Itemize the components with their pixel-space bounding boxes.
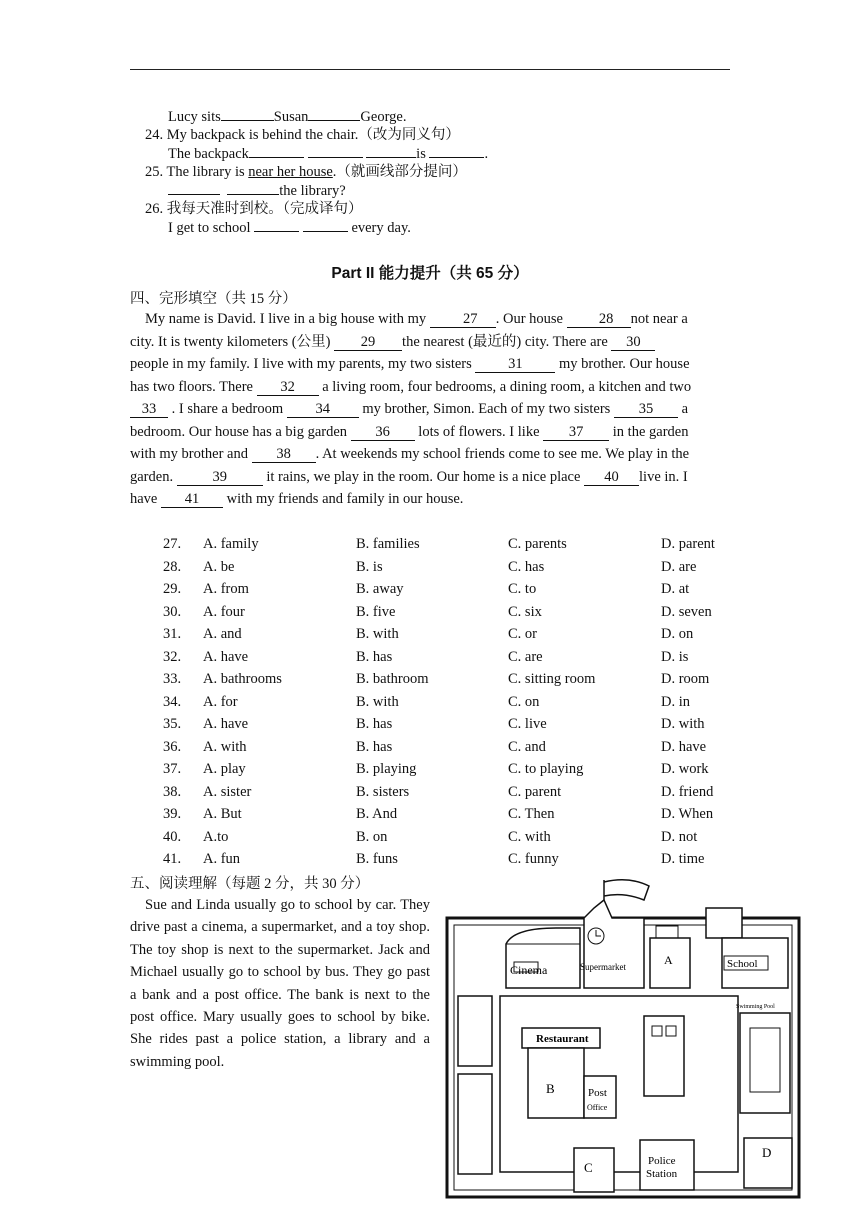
option-number: 34.	[163, 693, 182, 710]
map-label-supermarket: Supermarket	[580, 962, 626, 972]
option-number: 40.	[163, 828, 182, 845]
option-row	[163, 604, 743, 626]
option-c: C. on	[508, 693, 540, 710]
option-b: B. with	[356, 626, 399, 642]
option-row	[163, 739, 743, 761]
option-d: D. have	[661, 738, 707, 755]
option-b: B. has	[356, 648, 393, 665]
answer-26: I get to school every day.	[168, 216, 411, 237]
option-b: B. on	[356, 828, 388, 845]
option-row	[163, 626, 743, 648]
option-number: 32.	[163, 648, 182, 665]
option-row	[163, 829, 743, 851]
option-a: A. fun	[203, 851, 241, 867]
option-d: D. in	[661, 693, 690, 710]
post-office-building	[584, 1076, 616, 1118]
section-5-title: 五、阅读理解（每题 2 分，共 30 分）	[130, 876, 370, 892]
option-number: 33.	[163, 671, 182, 687]
option-d: D. room	[661, 671, 710, 687]
option-number: 35.	[163, 716, 182, 732]
option-row	[163, 536, 743, 558]
option-b: B. funs	[356, 851, 398, 867]
answer-25: the library?	[168, 179, 346, 200]
option-d: D. parent	[661, 536, 715, 552]
option-d: D. work	[661, 761, 709, 777]
option-a: A. four	[203, 603, 245, 620]
option-b: B. is	[356, 558, 383, 575]
option-d: D. When	[661, 806, 714, 822]
option-number: 41.	[163, 851, 182, 867]
map-label-police: Police	[648, 1155, 676, 1167]
map-label-school: School	[727, 958, 758, 970]
option-d: D. on	[661, 626, 694, 642]
option-d: D. not	[661, 828, 698, 845]
option-c: C. parents	[508, 536, 567, 552]
option-d: D. with	[661, 716, 705, 732]
town-map-illustration	[444, 878, 802, 1200]
option-c: C. to	[508, 581, 537, 597]
option-c: C. parent	[508, 783, 562, 800]
lucy-line: Lucy sits Susan George.	[168, 105, 406, 126]
option-row	[163, 581, 743, 603]
option-d: D. are	[661, 558, 697, 575]
building-c	[574, 1148, 614, 1192]
option-number: 37.	[163, 761, 182, 777]
option-a: A. with	[203, 738, 247, 755]
option-d: D. at	[661, 581, 690, 597]
option-row	[163, 851, 743, 873]
option-c: C. or	[508, 626, 537, 642]
left-building-2	[458, 1074, 492, 1174]
option-c: C. to playing	[508, 761, 584, 777]
option-c: C. funny	[508, 851, 559, 867]
option-row	[163, 649, 743, 671]
option-number: 30.	[163, 603, 182, 620]
swimming-pool-building	[736, 1004, 790, 1113]
option-a: A. have	[203, 648, 249, 665]
option-row	[163, 784, 743, 806]
option-b: B. has	[356, 716, 393, 732]
map-label-office: Office	[587, 1103, 608, 1112]
map-label-post: Post	[588, 1087, 607, 1099]
option-number: 27.	[163, 536, 182, 552]
left-building-1	[458, 996, 492, 1066]
option-a: A. and	[203, 626, 242, 642]
option-number: 39.	[163, 806, 182, 822]
option-row	[163, 559, 743, 581]
option-row	[163, 694, 743, 716]
option-c: C. are	[508, 648, 543, 665]
option-a: A. But	[203, 806, 242, 822]
police-station-building	[640, 1140, 694, 1190]
option-b: B. families	[356, 536, 420, 552]
option-d: D. friend	[661, 783, 714, 800]
option-c: C. and	[508, 738, 546, 755]
option-b: B. has	[356, 738, 393, 755]
map-label-d: D	[762, 1145, 772, 1160]
option-b: B. with	[356, 693, 399, 710]
reading-passage: Sue and Linda usually go to school by car. They drive past a cinema, a supermarket, and a toy shop. The toy shop is next to the supermarket. Jack and Michael usually go to school by bus. They go past a bank and a post office. The bank is next to the post office. Mary usually goes to school by bike. She rides past a police station, a library and a swimming pool.	[130, 897, 430, 1070]
option-b: B. playing	[356, 761, 417, 777]
map-label-a: A	[664, 953, 673, 967]
option-number: 29.	[163, 581, 182, 597]
option-c: C. sitting room	[508, 671, 596, 687]
option-d: D. is	[661, 648, 689, 665]
option-row	[163, 761, 743, 783]
option-a: A. for	[203, 693, 238, 710]
option-number: 31.	[163, 626, 182, 642]
option-c: C. Then	[508, 806, 555, 822]
option-row	[163, 671, 743, 693]
option-b: B. And	[356, 806, 398, 822]
option-number: 38.	[163, 783, 182, 800]
question-24: 24. My backpack is behind the chair.（改为同义句）	[145, 127, 460, 143]
supermarket-building	[580, 880, 649, 988]
option-b: B. sisters	[356, 783, 410, 800]
option-b: B. away	[356, 581, 404, 597]
cinema-building	[506, 928, 580, 988]
option-c: C. with	[508, 828, 551, 845]
option-d: D. time	[661, 851, 705, 867]
section-4-title: 四、完形填空（共 15 分）	[130, 291, 297, 307]
option-row	[163, 716, 743, 738]
building-d	[744, 1138, 792, 1188]
question-26: 26. 我每天准时到校。（完成译句）	[145, 201, 363, 217]
answer-24: The backpack is .	[168, 142, 488, 163]
cloze-passage: My name is David. I live in a big house with my 27 . Our house 28 not near a city. It is twenty kilometers (公里) 29 the nearest (最近的) city. There are 30 people in my family. I live with my parents, my two sisters 31 my brother. Our house has two floors. There 32 a living room, four bedrooms, a dining room, a kitchen and two 33 . I share a bedroom 34 my brother, Simon. Each of my two sisters 35 a bedroom. Our house has a big garden 36 lots of flowers. I like 37 in the garden with my brother and 38 . At weekends my school friends come to see me. We play in the garden. 39 it rains, we play in the room. Our home is a nice place 40 live in. I have 41 with my friends and family in our house.	[130, 311, 692, 507]
option-a: A. family	[203, 536, 259, 552]
option-number: 28.	[163, 558, 182, 575]
map-label-restaurant: Restaurant	[536, 1033, 589, 1045]
option-number: 36.	[163, 738, 182, 755]
option-c: C. live	[508, 716, 547, 732]
question-25: 25. The library is near her house.（就画线部分提问）	[145, 164, 467, 180]
option-b: B. five	[356, 603, 396, 620]
map-label-b: B	[546, 1081, 555, 1096]
option-a: A. sister	[203, 783, 252, 800]
option-c: C. has	[508, 558, 545, 575]
map-label-cinema: Cinema	[510, 963, 548, 977]
header-rule	[130, 69, 730, 70]
map-label-swimming-pool: Swimming Pool	[736, 1004, 775, 1010]
map-label-station: Station	[646, 1168, 678, 1180]
central-building	[644, 1016, 684, 1096]
option-a: A. bathrooms	[203, 671, 282, 687]
map-label-c: C	[584, 1160, 593, 1175]
part-title: Part II 能力提升（共 65 分）	[331, 265, 529, 282]
option-row	[163, 806, 743, 828]
option-a: A. have	[203, 716, 249, 732]
option-b: B. bathroom	[356, 671, 429, 687]
option-d: D. seven	[661, 603, 712, 620]
option-c: C. six	[508, 603, 542, 620]
option-a: A. from	[203, 581, 249, 597]
option-a: A.to	[203, 828, 229, 845]
option-a: A. play	[203, 761, 246, 777]
option-a: A. be	[203, 558, 235, 575]
